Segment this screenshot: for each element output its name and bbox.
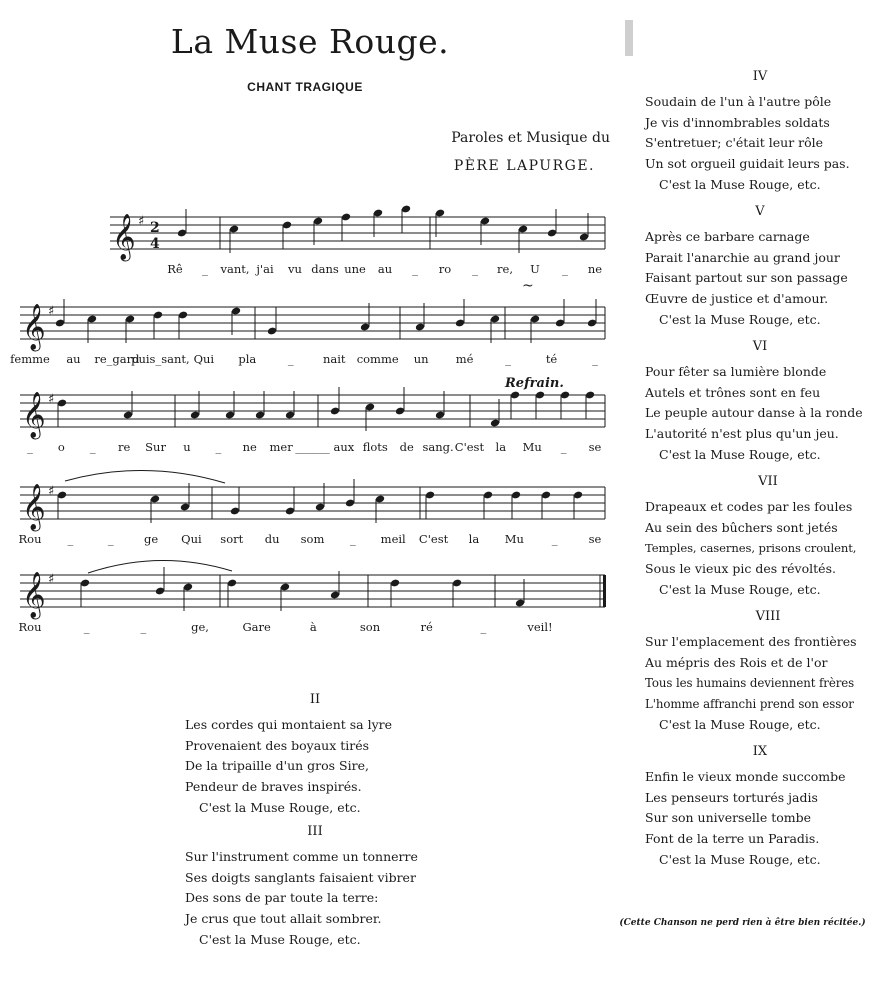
staff-system (19, 470, 606, 546)
lyric-syllable: au (377, 262, 393, 276)
lyric-syllable: som (300, 532, 325, 546)
verse-line: Sur l'instrument comme un tonnerre (185, 848, 418, 864)
lyric-syllable: Rou (18, 532, 42, 546)
verse-line: Pendeur de braves inspirés. (185, 779, 362, 795)
verse-line: L'homme affranchi prend son essor (645, 697, 854, 712)
lyric-syllable: vant, (220, 262, 250, 276)
lyric-syllable: u (183, 440, 191, 454)
verse-line: Autels et trônes sont en feu (645, 384, 821, 400)
verse-line: Au mépris des Rois et de l'or (645, 654, 828, 670)
lyric-syllable: _ (472, 262, 478, 276)
slur (88, 560, 232, 573)
refrain-line: C'est la Muse Rouge, etc. (199, 931, 361, 947)
key-sharp-icon: ♯ (48, 572, 55, 587)
verse-line: Sur l'emplacement des frontières (645, 633, 857, 649)
time-signature-top: 2 (150, 220, 160, 236)
verse-line: Les penseurs torturés jadis (645, 789, 818, 805)
lyric-syllable: _ (551, 532, 558, 546)
author-name: PÈRE LAPURGE. (453, 158, 595, 174)
lyric-syllable: U (530, 262, 540, 276)
lyric-syllable: _ (107, 532, 114, 546)
lyric-syllable: _ (89, 440, 96, 454)
stanza-number: VI (752, 339, 768, 354)
lyric-syllable: _ (27, 440, 33, 454)
treble-clef-icon: 𝄞 (22, 484, 46, 530)
lyric-syllable: son (359, 620, 381, 634)
lyric-syllable: re (118, 440, 131, 454)
lyric-syllable: Rê (167, 262, 183, 276)
stanza-9 (645, 742, 875, 871)
stanza-number: II (309, 692, 321, 707)
lyric-syllable: puis_sant, (131, 352, 190, 366)
stanza-3 (185, 822, 445, 951)
lyric-syllable: _ (202, 262, 208, 276)
staff-system (19, 560, 607, 634)
lyric-syllable: ro (438, 262, 452, 276)
stanza-8 (645, 607, 891, 736)
stanza-number: VIII (755, 609, 781, 624)
verse-line: Des sons de par toute la terre: (185, 890, 379, 906)
stanza-6 (645, 337, 875, 466)
lyric-syllable: Mu (522, 440, 542, 454)
refrain-label: Refrain. (505, 376, 564, 391)
final-barline (603, 575, 606, 607)
lyric-syllable: mé (455, 352, 474, 366)
lyric-syllable: dans (311, 262, 339, 276)
lyric-syllable: _ (349, 532, 356, 546)
credit-line: Paroles et Musique du (451, 130, 610, 146)
lyric-syllable: _ (412, 262, 418, 276)
verse-line: Je crus que tout allait sombrer. (185, 911, 382, 927)
lyric-syllable: Qui (193, 352, 215, 366)
lyric-syllable: veil! (527, 620, 553, 634)
verse-line: Drapeaux et codes par les foules (645, 498, 853, 514)
verse-line: L'autorité n'est plus qu'un jeu. (645, 426, 839, 442)
stanza-2 (185, 690, 445, 819)
verse-line: Un sot orgueil guidait leurs pas. (645, 156, 850, 172)
lyric-syllable: Gare (242, 620, 271, 634)
lyric-syllable: o (57, 440, 65, 454)
lyric-syllable: nait (322, 352, 346, 366)
lyric-syllable: au (66, 352, 81, 366)
key-sharp-icon: ♯ (48, 484, 55, 499)
lyric-syllable: se (588, 440, 602, 454)
footnote: (Cette Chanson ne perd rien à être bien récitée.) (619, 918, 866, 928)
lyric-syllable: vu (288, 262, 302, 276)
stanza-5 (645, 202, 875, 331)
staff-system (110, 205, 605, 276)
song-subtitle: CHANT TRAGIQUE (247, 80, 363, 94)
refrain-line: C'est la Muse Rouge, etc. (659, 446, 821, 462)
verse-line: Après ce barbare carnage (645, 228, 810, 244)
verse-line: De la tripaille d'un gros Sire, (185, 758, 369, 774)
key-sharp-icon: ♯ (138, 214, 145, 229)
lyric-syllable: _ (67, 532, 74, 546)
verse-line: Le peuple autour danse à la ronde (645, 405, 863, 421)
refrain-line: C'est la Muse Rouge, etc. (659, 581, 821, 597)
verse-line: Soudain de l'un à l'autre pôle (645, 93, 832, 109)
verse-line: Tous les humains deviennent frères (645, 676, 855, 691)
lyric-syllable: _ (505, 352, 511, 366)
lyric-syllable: se (588, 532, 602, 546)
lyric-syllable: une (344, 262, 366, 276)
lyric-syllable: un (413, 352, 429, 366)
verse-line: Les cordes qui montaient sa lyre (185, 716, 393, 732)
lyric-syllable: aux (333, 440, 355, 454)
lyric-syllable: _ (215, 440, 222, 454)
lyric-syllable: C'est (418, 532, 449, 546)
stanza-number: VII (758, 474, 778, 489)
lyric-syllable: Sur (145, 440, 166, 454)
lyric-syllable: re, (497, 262, 513, 276)
lyric-syllable: du (264, 532, 280, 546)
lyric-syllable: de (399, 440, 414, 454)
time-signature-bottom: 4 (150, 236, 160, 252)
verse-line: Parait l'anarchie au grand jour (645, 249, 840, 265)
lyric-syllable: _ (140, 620, 147, 634)
lyric-syllable: _ (83, 620, 90, 634)
verse-line: Temples, casernes, prisons croulent, (645, 541, 857, 556)
lyric-syllable: à (309, 620, 317, 634)
lyric-syllable: _ (592, 352, 598, 366)
stanza-4 (645, 67, 875, 196)
treble-clef-icon: 𝄞 (22, 572, 46, 618)
lyric-syllable: C'est (454, 440, 485, 454)
verse-line: Je vis d'innombrables soldats (645, 114, 830, 130)
treble-clef-icon: 𝄞 (112, 214, 136, 260)
lyric-syllable: femme (10, 352, 50, 366)
lyric-syllable: comme (356, 352, 399, 366)
verse-line: Ses doigts sanglants faisaient vibrer (185, 869, 416, 885)
refrain-line: C'est la Muse Rouge, etc. (659, 176, 821, 192)
lyric-syllable: pla (238, 352, 257, 366)
lyric-syllable: té (545, 352, 558, 366)
lyric-syllable: sort (220, 532, 244, 546)
verse-line: Œuvre de justice et d'amour. (645, 291, 829, 307)
verse-line: Sur son universelle tombe (645, 810, 812, 826)
stanza-number: III (307, 824, 323, 839)
lyric-syllable: la (495, 440, 507, 454)
stanza-number: IV (752, 69, 768, 84)
lyric-syllable: j'ai (256, 262, 274, 276)
verse-line: Au sein des bûchers sont jetés (645, 519, 838, 535)
lyric-syllable: Mu (504, 532, 524, 546)
song-title: La Muse Rouge. (170, 22, 450, 61)
staff-system (20, 387, 605, 454)
lyric-syllable: ge (143, 532, 159, 546)
music-score (0, 195, 620, 665)
lyric-syllable: ne (587, 262, 603, 276)
lyric-syllable: meil (380, 532, 406, 546)
verse-line: Pour fêter sa lumière blonde (645, 363, 827, 379)
verse-line: Font de la terre un Paradis. (645, 831, 820, 847)
refrain-line: C'est la Muse Rouge, etc. (199, 799, 361, 815)
lyric-syllable: _ (562, 262, 568, 276)
lyric-syllable: _ (287, 352, 294, 366)
lyric-syllable: sang. (422, 440, 454, 454)
verse-line: Enfin le vieux monde succombe (645, 768, 846, 784)
lyric-syllable: ge, (191, 620, 209, 634)
treble-clef-icon: 𝄞 (22, 304, 46, 350)
stanza-7 (645, 472, 891, 601)
lyric-syllable: _ (560, 440, 567, 454)
lyric-syllable: flots (362, 440, 388, 454)
key-sharp-icon: ♯ (48, 304, 55, 319)
lyric-syllable: ______ (295, 440, 330, 454)
verse-line: Sous le vieux pic des révoltés. (645, 561, 836, 577)
lyric-syllable: ne (242, 440, 257, 454)
lyric-syllable: mer (269, 440, 293, 454)
lyric-syllable: Qui (181, 532, 202, 546)
refrain-line: C'est la Muse Rouge, etc. (659, 716, 821, 732)
verse-line: S'entretuer; c'était leur rôle (645, 135, 824, 151)
tilde-mark: ~ (522, 278, 534, 294)
slur (65, 470, 225, 483)
refrain-line: C'est la Muse Rouge, etc. (659, 311, 821, 327)
lyric-syllable: la (468, 532, 480, 546)
lyric-syllable: _ (480, 620, 487, 634)
lyric-syllable: Rou (18, 620, 42, 634)
treble-clef-icon: 𝄞 (22, 392, 46, 438)
verse-line: Provenaient des boyaux tirés (185, 737, 370, 753)
staff-system (10, 299, 605, 366)
key-sharp-icon: ♯ (48, 392, 55, 407)
verse-line: Faisant partout sur son passage (645, 270, 848, 286)
lyric-syllable: re_gard (94, 352, 140, 366)
lyric-syllable: ré (420, 620, 433, 634)
refrain-line: C'est la Muse Rouge, etc. (659, 851, 821, 867)
scan-mark (625, 20, 633, 56)
stanza-number: IX (752, 744, 768, 759)
stanza-number: V (755, 204, 765, 219)
